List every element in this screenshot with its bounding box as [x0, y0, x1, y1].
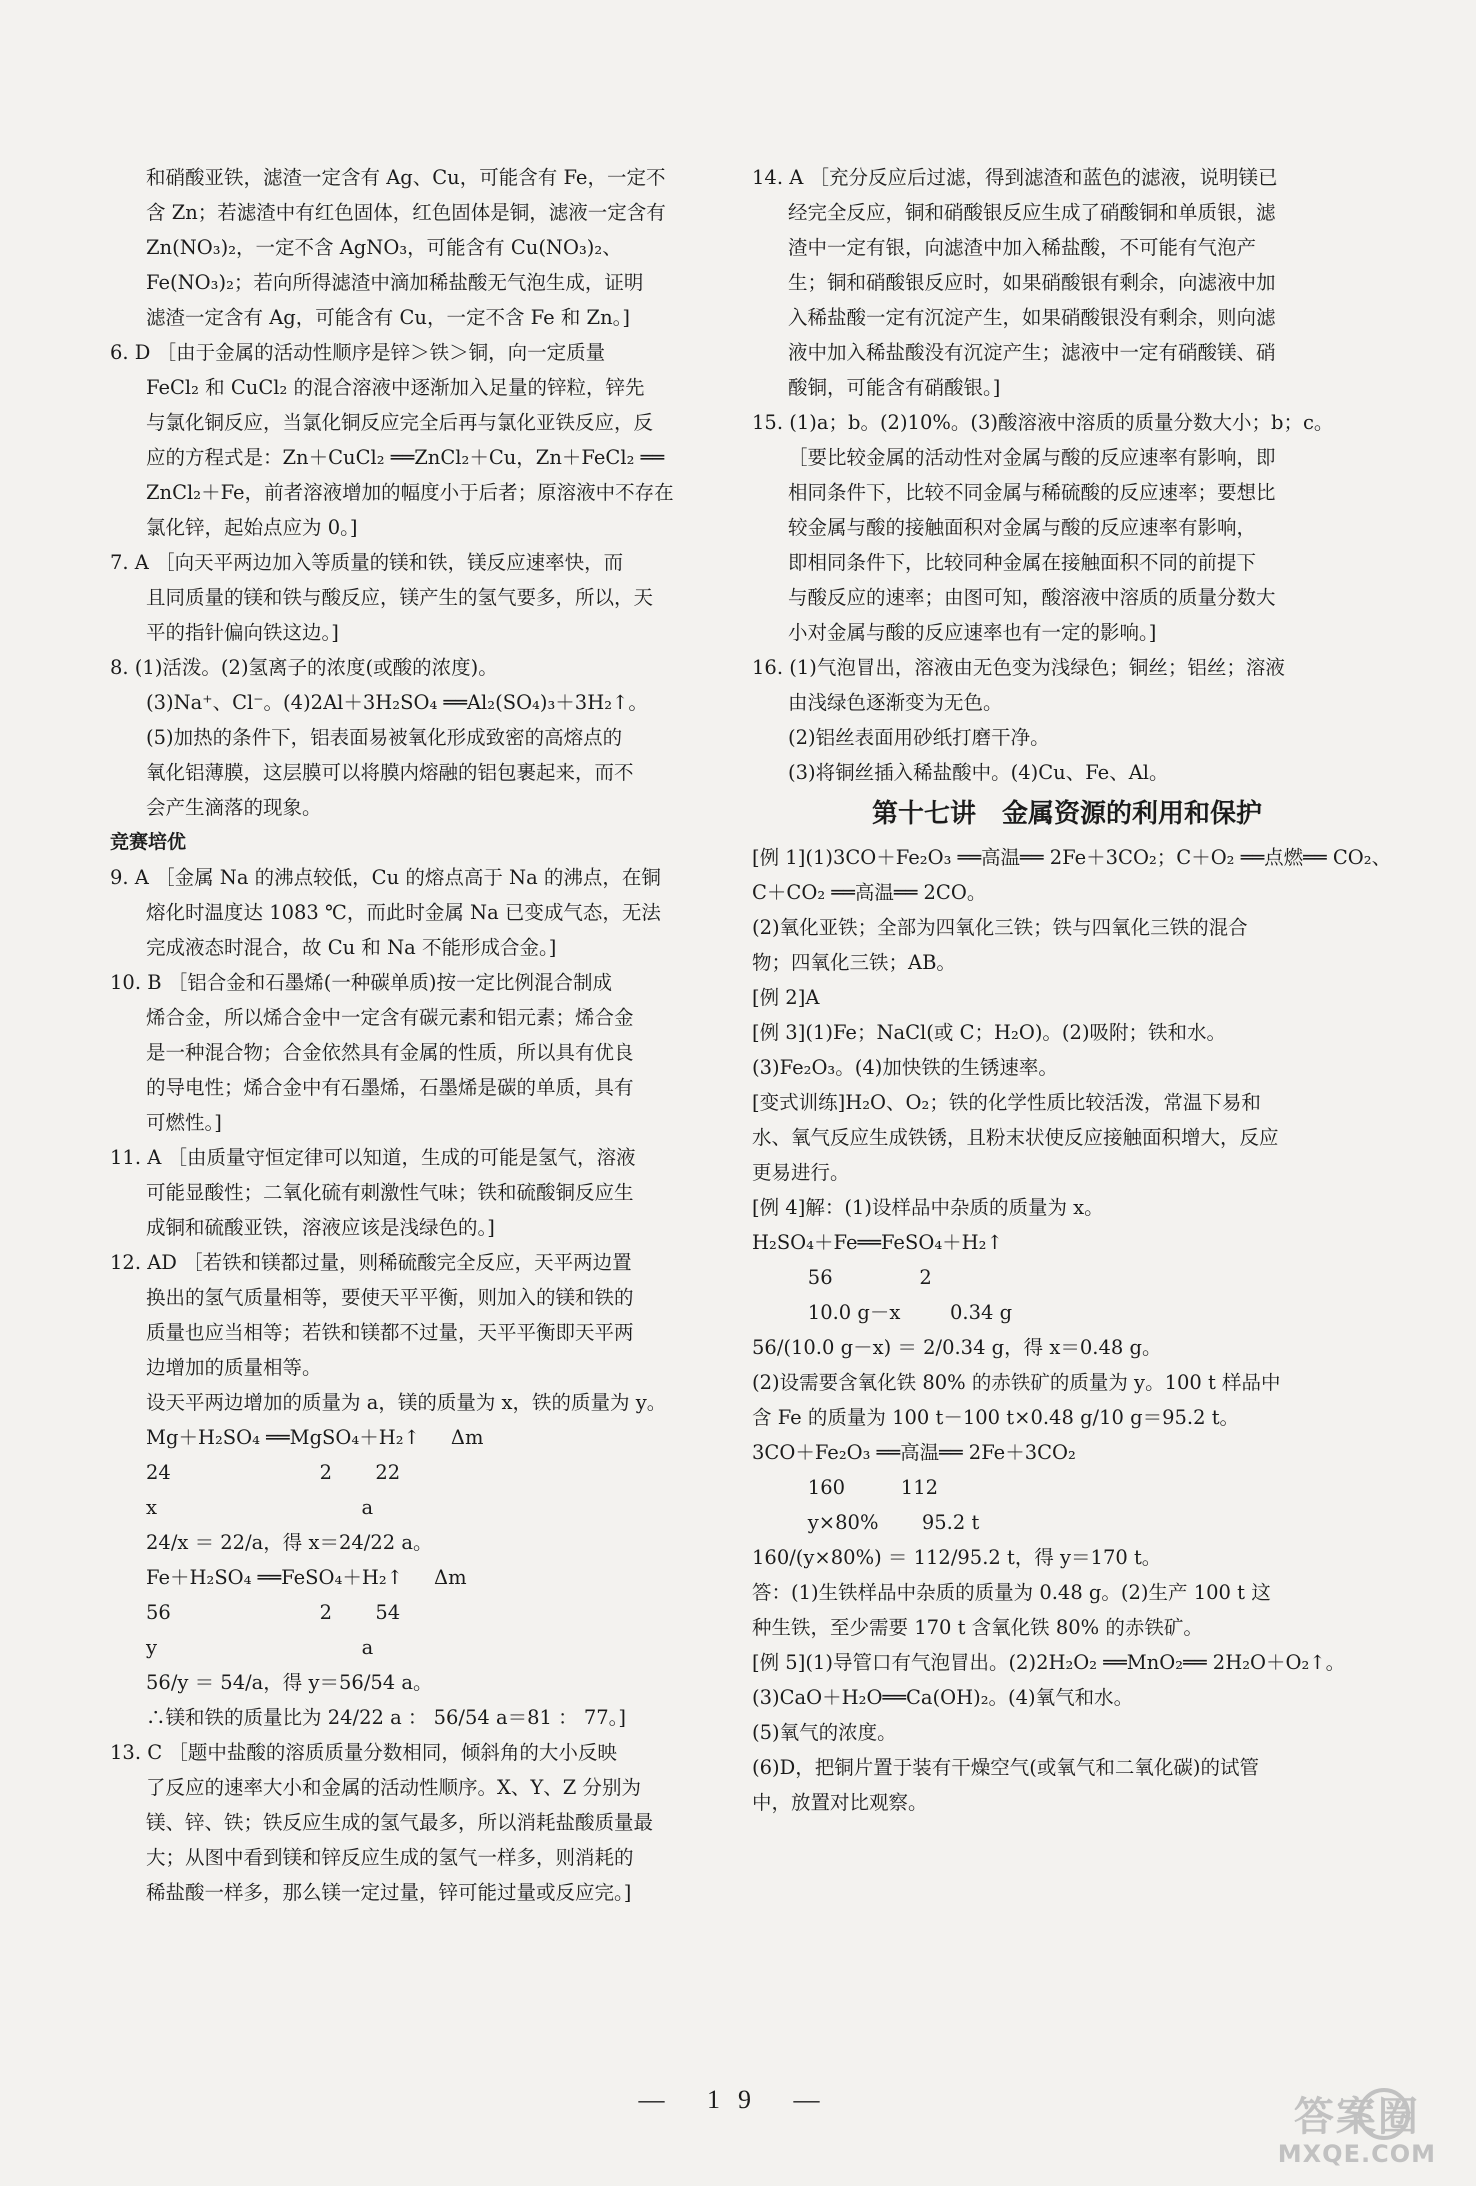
text-line: 换出的氢气质量相等，要使天平平衡，则加入的镁和铁的	[146, 1286, 634, 1309]
text-line: Fe(NO₃)₂；若向所得滤渣中滴加稀盐酸无气泡生成，证明	[146, 271, 644, 294]
text-line: H₂SO₄＋Fe══FeSO₄＋H₂↑	[752, 1231, 1003, 1254]
text-line: Zn(NO₃)₂，一定不含 AgNO₃，可能含有 Cu(NO₃)₂、	[146, 236, 622, 259]
text-line: [例 5](1)导管口有气泡冒出。(2)2H₂O₂ ══MnO₂══ 2H₂O＋O₂↑。	[752, 1651, 1346, 1674]
watermark-logo	[1278, 2094, 1436, 2168]
text-line: (3)将铜丝插入稀盐酸中。(4)Cu、Fe、Al。	[788, 761, 1169, 784]
text-line: x a	[146, 1496, 374, 1519]
text-line: 大；从图中看到镁和锌反应生成的氢气一样多，则消耗的	[146, 1846, 634, 1869]
text-line: [例 4]解：(1)设样品中杂质的质量为 x。	[752, 1196, 1104, 1219]
text-line: 了反应的速率大小和金属的活动性顺序。X、Y、Z 分别为	[146, 1776, 642, 1799]
text-line: Fe＋H₂SO₄ ══FeSO₄＋H₂↑ Δm	[146, 1566, 467, 1589]
text-line: 应的方程式是：Zn＋CuCl₂ ══ZnCl₂＋Cu，Zn＋FeCl₂ ══	[146, 446, 665, 469]
text-line: 中，放置对比观察。	[752, 1791, 928, 1814]
text-line: (5)加热的条件下，铝表面易被氧化形成致密的高熔点的	[146, 726, 623, 749]
text-line: 完成液态时混合，故 Cu 和 Na 不能形成合金。]	[146, 936, 557, 959]
text-line: (3)Na⁺、Cl⁻。(4)2Al＋3H₂SO₄ ══Al₂(SO₄)₃＋3H₂↑。	[146, 691, 648, 714]
text-line: y a	[146, 1636, 374, 1659]
text-line: (3)CaO＋H₂O══Ca(OH)₂。(4)氧气和水。	[752, 1686, 1134, 1709]
text-line: (6)D，把铜片置于装有干燥空气(或氧气和二氧化碳)的试管	[752, 1756, 1259, 1779]
text-line: 设天平两边增加的质量为 a，镁的质量为 x，铁的质量为 y。	[146, 1391, 667, 1414]
text-line: 8. (1)活泼。(2)氢离子的浓度(或酸的浓度)。	[110, 656, 498, 679]
text-line: (2)设需要含氧化铁 80% 的赤铁矿的质量为 y。100 t 样品中	[752, 1371, 1281, 1394]
text-line: 种生铁，至少需要 170 t 含氧化铁 80% 的赤铁矿。	[752, 1616, 1203, 1639]
text-line: 氯化锌，起始点应为 0。]	[146, 516, 358, 539]
text-line: 与酸反应的速率；由图可知，酸溶液中溶质的质量分数大	[788, 586, 1276, 609]
text-line: 160/(y×80%) ＝ 112/95.2 t，得 y＝170 t。	[752, 1546, 1162, 1569]
text-line: 15. (1)a；b。(2)10%。(3)酸溶液中溶质的质量分数大小；b；c。	[752, 411, 1334, 434]
text-line: 入稀盐酸一定有沉淀产生，如果硝酸银没有剩余，则向滤	[788, 306, 1276, 329]
text-line: 7. A ［向天平两边加入等质量的镁和铁，镁反应速率快，而	[110, 551, 624, 574]
text-line: 氧化铝薄膜，这层膜可以将膜内熔融的铝包裹起来，而不	[146, 761, 634, 784]
text-line: 稀盐酸一样多，那么镁一定过量，锌可能过量或反应完。]	[146, 1881, 632, 1904]
text-line: 即相同条件下，比较同种金属在接触面积不同的前提下	[788, 551, 1257, 574]
text-line: 含 Fe 的质量为 100 t－100 t×0.48 g/10 g＝95.2 t。	[752, 1406, 1240, 1429]
text-line: 酸铜，可能含有硝酸银。]	[788, 376, 1001, 399]
text-line: 160 112	[752, 1476, 939, 1499]
watermark-text-bottom: MXQE.COM	[1277, 2140, 1436, 2168]
text-line: 是一种混合物；合金依然具有金属的性质，所以具有优良	[146, 1041, 634, 1064]
text-line: Mg＋H₂SO₄ ══MgSO₄＋H₂↑ Δm	[146, 1426, 484, 1449]
text-line: 小对金属与酸的反应速率也有一定的影响。]	[788, 621, 1157, 644]
text-line: 3CO＋Fe₂O₃ ══高温══ 2Fe＋3CO₂	[752, 1441, 1076, 1464]
text-line: 24/x ＝ 22/a，得 x＝24/22 a。	[146, 1531, 433, 1554]
text-line: 12. AD ［若铁和镁都过量，则稀硫酸完全反应，天平两边置	[110, 1251, 632, 1274]
right-column-answers	[752, 160, 1382, 790]
text-line: 56/(10.0 g－x) ＝ 2/0.34 g，得 x＝0.48 g。	[752, 1336, 1162, 1359]
watermark-circle	[1358, 2088, 1410, 2140]
text-line: 10. B ［铝合金和石墨烯(一种碳单质)按一定比例混合制成	[110, 971, 612, 994]
text-line: 相同条件下，比较不同金属与稀硫酸的反应速率；要想比	[788, 481, 1276, 504]
text-line: 成铜和硫酸亚铁，溶液应该是浅绿色的。]	[146, 1216, 495, 1239]
text-line: 质量也应当相等；若铁和镁都不过量，天平平衡即天平两	[146, 1321, 634, 1344]
text-line: 渣中一定有银，向滤渣中加入稀盐酸，不可能有气泡产	[788, 236, 1257, 259]
text-line: 可燃性。]	[146, 1111, 222, 1134]
text-line: [变式训练]H₂O、O₂；铁的化学性质比较活泼，常温下易和	[752, 1091, 1261, 1114]
text-line: (5)氧气的浓度。	[752, 1721, 897, 1744]
right-column	[752, 160, 1392, 1820]
text-line: 与氯化铜反应，当氯化铜反应完全后再与氯化亚铁反应，反	[146, 411, 654, 434]
text-line: C＋CO₂ ══高温══ 2CO。	[752, 881, 987, 904]
text-line: 56 2 54	[146, 1601, 401, 1624]
watermark-text-top: 答案圈	[1293, 2094, 1420, 2140]
text-line: ∴镁和铁的质量比为 24/22 a ： 56/54 a＝81 ： 77。]	[146, 1706, 627, 1729]
text-line: 11. A ［由质量守恒定律可以知道，生成的可能是氢气，溶液	[110, 1146, 636, 1169]
text-line: 13. C ［题中盐酸的溶质质量分数相同，倾斜角的大小反映	[110, 1741, 617, 1764]
chapter-title: 第十七讲 金属资源的利用和保护	[871, 799, 1262, 829]
left-column	[110, 160, 750, 1910]
text-line: [例 3](1)Fe；NaCl(或 C；H₂O)。(2)吸附；铁和水。	[752, 1021, 1227, 1044]
text-line: 液中加入稀盐酸没有沉淀产生；滤液中一定有硝酸镁、硝	[788, 341, 1276, 364]
text-line: ［要比较金属的活动性对金属与酸的反应速率有影响，即	[788, 446, 1276, 469]
text-line: 56 2	[752, 1266, 932, 1289]
text-line: 9. A ［金属 Na 的沸点较低，Cu 的熔点高于 Na 的沸点，在铜	[110, 866, 661, 889]
text-line: 答：(1)生铁样品中杂质的质量为 0.48 g。(2)生产 100 t 这	[752, 1581, 1271, 1604]
text-line: 平的指针偏向铁这边。]	[146, 621, 339, 644]
text-line: 竞赛培优	[110, 831, 187, 853]
text-line: [例 2]A	[752, 986, 820, 1009]
text-line: 24 2 22	[146, 1461, 401, 1484]
text-line: y×80% 95.2 t	[752, 1511, 980, 1534]
text-line: 经完全反应，铜和硝酸银反应生成了硝酸铜和单质银，滤	[788, 201, 1276, 224]
text-line: 物；四氧化三铁；AB。	[752, 951, 956, 974]
text-line: (3)Fe₂O₃。(4)加快铁的生锈速率。	[752, 1056, 1058, 1079]
right-column-chapter-answers	[752, 840, 1392, 1820]
text-line: 14. A ［充分反应后过滤，得到滤渣和蓝色的滤液，说明镁已	[752, 166, 1278, 189]
text-line: 的导电性；烯合金中有石墨烯，石墨烯是碳的单质，具有	[146, 1076, 634, 1099]
text-line: 熔化时温度达 1083 ℃，而此时金属 Na 已变成气态，无法	[146, 901, 661, 924]
text-line: FeCl₂ 和 CuCl₂ 的混合溶液中逐渐加入足量的锌粒，锌先	[146, 376, 645, 399]
text-line: 生；铜和硝酸银反应时，如果硝酸银有剩余，向滤液中加	[788, 271, 1276, 294]
text-line: 由浅绿色逐渐变为无色。	[788, 691, 1003, 714]
text-line: 烯合金，所以烯合金中一定含有碳元素和铝元素；烯合金	[146, 1006, 634, 1029]
text-line: 且同质量的镁和铁与酸反应，镁产生的氢气要多，所以，天	[146, 586, 654, 609]
text-line: 56/y ＝ 54/a，得 y＝56/54 a。	[146, 1671, 433, 1694]
text-line: 滤渣一定含有 Ag，可能含有 Cu，一定不含 Fe 和 Zn。]	[146, 306, 631, 329]
text-line: ZnCl₂＋Fe，前者溶液增加的幅度小于后者；原溶液中不存在	[146, 481, 674, 504]
text-line: 和硝酸亚铁，滤渣一定含有 Ag、Cu，可能含有 Fe，一定不	[146, 166, 666, 189]
text-line: (2)铝丝表面用砂纸打磨干净。	[788, 726, 1050, 749]
text-line: 可能显酸性；二氧化硫有刺激性气味；铁和硫酸铜反应生	[146, 1181, 634, 1204]
text-line: 6. D ［由于金属的活动性顺序是锌＞铁＞铜，向一定质量	[110, 341, 606, 364]
text-line: 镁、锌、铁；铁反应生成的氢气最多，所以消耗盐酸质量最	[146, 1811, 654, 1834]
text-line: [例 1](1)3CO＋Fe₂O₃ ══高温══ 2Fe＋3CO₂；C＋O₂ ══点燃══ CO₂、	[752, 846, 1392, 869]
text-line: 较金属与酸的接触面积对金属与酸的反应速率有影响，	[788, 516, 1257, 539]
text-line: 更易进行。	[752, 1161, 850, 1184]
text-line: 会产生滴落的现象。	[146, 796, 322, 819]
text-line: 含 Zn；若滤渣中有红色固体，红色固体是铜，滤液一定含有	[146, 201, 666, 224]
text-line: 水、氧气反应生成铁锈，且粉末状使反应接触面积增大，反应	[752, 1126, 1279, 1149]
text-line: 16. (1)气泡冒出，溶液由无色变为浅绿色；铜丝；铝丝；溶液	[752, 656, 1285, 679]
text-line: 边增加的质量相等。	[146, 1356, 322, 1379]
text-line: 10.0 g－x 0.34 g	[752, 1301, 1013, 1324]
text-line: (2)氧化亚铁；全部为四氧化三铁；铁与四氧化三铁的混合	[752, 916, 1248, 939]
page-number: — 19 —	[638, 2085, 838, 2114]
